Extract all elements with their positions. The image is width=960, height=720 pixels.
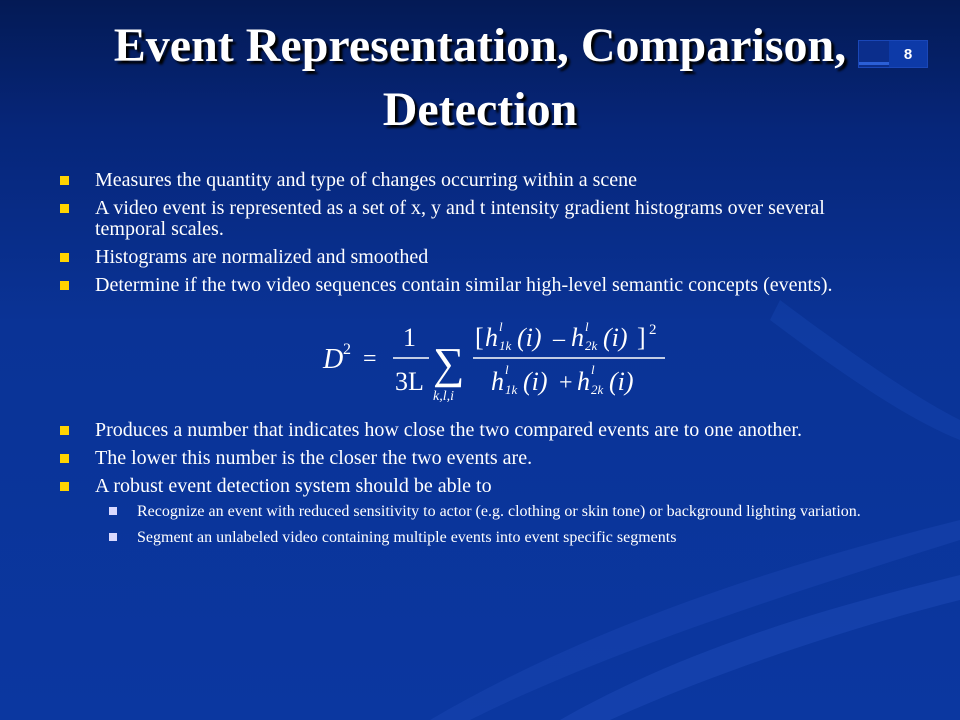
bullet-square-icon — [60, 426, 69, 435]
formula-sub-1k: 1k — [505, 382, 518, 397]
formula-sup-l: l — [505, 362, 509, 377]
formula-h2: h — [571, 323, 584, 352]
formula-minus: – — [553, 326, 565, 352]
title-line-1: Event Representation, Comparison, — [113, 19, 847, 72]
bullet-square-icon — [60, 281, 69, 290]
bullet-square-icon — [60, 176, 69, 185]
formula-sub-1k: 1k — [499, 338, 512, 353]
bullet-item — [58, 275, 888, 296]
bullet-square-icon — [60, 454, 69, 463]
sub-bullet-text: Recognize an event with reduced sensitivity to actor (e.g. clothing or skin tone) or background lighting variation. — [137, 503, 861, 520]
bullet-square-icon — [60, 253, 69, 262]
title-line-2: Detection — [382, 83, 578, 136]
bullet-text: The lower this number is the closer the two events are. — [95, 447, 533, 469]
bullet-square-icon — [60, 482, 69, 491]
formula-lhs-exp: 2 — [343, 341, 351, 358]
formula-sum-icon: ∑ — [433, 339, 465, 388]
bullet-item — [58, 476, 888, 546]
formula-sum-index: k,l,i — [433, 389, 454, 404]
formula-sub-2k: 2k — [585, 338, 598, 353]
bullet-text: Produces a number that indicates how close the two compared events are to one another. — [95, 419, 802, 441]
bullet-item — [58, 247, 888, 268]
bullet-item — [58, 170, 888, 191]
bullet-list-bottom — [58, 420, 888, 555]
bullet-text: Measures the quantity and type of changes occurring within a scene — [95, 169, 638, 191]
formula-plus: + — [559, 370, 573, 396]
formula-h2: h — [577, 367, 590, 396]
formula-arg: (i) — [603, 323, 628, 352]
formula-sup-l: l — [499, 319, 503, 334]
sub-bullet-text: Segment an unlabeled video containing multiple events into event specific segments — [137, 529, 677, 546]
formula-equals: = — [363, 346, 377, 372]
page-number: 8 — [889, 41, 927, 67]
bullet-text: A robust event detection system should be able to — [95, 475, 492, 497]
formula-frac-num: 1 — [403, 323, 416, 352]
sub-bullet-list — [95, 503, 888, 546]
sub-bullet-item — [95, 503, 888, 520]
sub-bullet-item — [95, 529, 888, 546]
formula-sup-l: l — [585, 319, 589, 334]
formula-sup-l: l — [591, 362, 595, 377]
formula-lhs: D — [323, 344, 344, 375]
bullet-item — [58, 448, 888, 469]
formula-arg: (i) — [517, 323, 542, 352]
bullet-text: A video event is represented as a set of x, y and t intensity gradient histograms over several temporal scales. — [95, 197, 825, 240]
formula-h1: h — [491, 367, 504, 396]
bullet-list-top — [58, 170, 888, 303]
slide-title — [40, 14, 920, 142]
bullet-text: Histograms are normalized and smoothed — [95, 246, 429, 268]
bullet-square-icon — [60, 204, 69, 213]
formula-arg: (i) — [523, 367, 548, 396]
formula-open-bracket: [ — [475, 323, 484, 352]
sub-bullet-square-icon — [109, 533, 117, 541]
sub-bullet-square-icon — [109, 507, 117, 515]
distance-formula — [315, 316, 675, 406]
formula-frac-den: 3L — [395, 367, 424, 396]
formula-sub-2k: 2k — [591, 382, 604, 397]
formula-h1: h — [485, 323, 498, 352]
bullet-item — [58, 198, 888, 240]
formula-exp2: 2 — [649, 322, 657, 338]
bullet-item — [58, 420, 888, 441]
formula-close-bracket: ] — [637, 323, 646, 352]
bullet-text: Determine if the two video sequences contain similar high-level semantic concepts (events). — [95, 274, 833, 296]
formula-arg: (i) — [609, 367, 634, 396]
